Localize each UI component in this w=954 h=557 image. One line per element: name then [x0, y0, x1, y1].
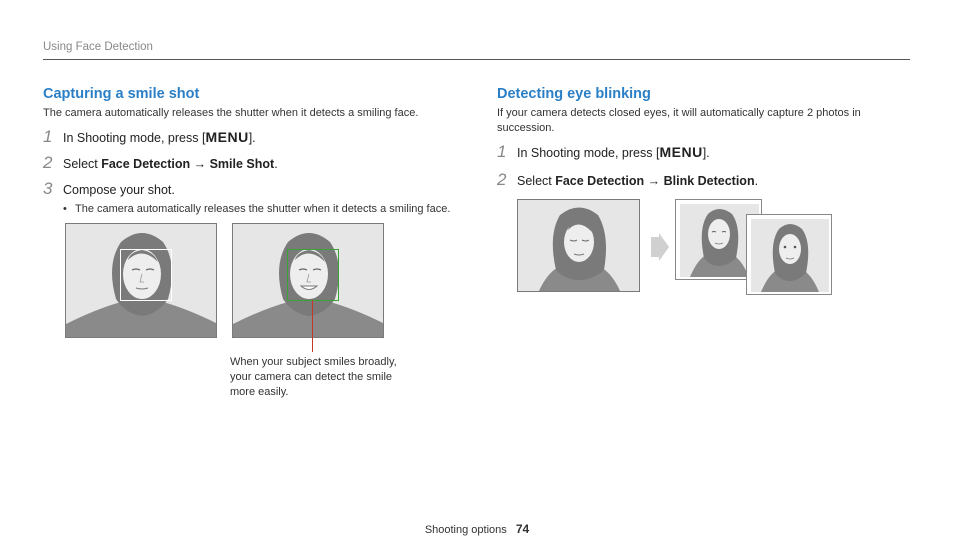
photo-closed-eyes — [517, 199, 640, 292]
step-text: In Shooting mode, press [MENU]. — [517, 144, 710, 160]
step-text: Select Face Detection → Blink Detection. — [517, 174, 759, 188]
step-2 — [43, 153, 463, 173]
step-number: 1 — [497, 142, 507, 161]
step-1 — [497, 142, 912, 162]
step-number: 3 — [43, 179, 53, 198]
step-list — [43, 127, 463, 199]
portrait-illustration — [747, 215, 832, 295]
page-footer — [0, 522, 954, 536]
header-rule — [43, 59, 910, 60]
step-number: 2 — [497, 170, 507, 189]
step-number: 1 — [43, 127, 53, 146]
smile-shot-section — [43, 86, 463, 215]
blink-detection-section — [497, 86, 912, 190]
step-number: 2 — [43, 153, 53, 172]
step-list — [497, 142, 912, 190]
section-title: Capturing a smile shot — [43, 86, 200, 102]
footer-section: Shooting options — [424, 524, 507, 536]
step-text: Select Face Detection → Smile Shot. — [63, 157, 278, 171]
callout-leader-line — [312, 300, 313, 352]
menu-key-icon: MENU — [205, 129, 249, 145]
step-1 — [43, 127, 463, 147]
photo-caption: When your subject smiles broadly, your camera can detect the smile more easily. — [230, 356, 397, 398]
bullet-dot-icon: • — [63, 203, 67, 215]
running-head: Using Face Detection — [43, 41, 153, 53]
photo-capture-2 — [746, 214, 832, 295]
page-number: 74 — [515, 522, 530, 536]
face-detection-frame — [120, 249, 172, 301]
menu-key-icon: MENU — [659, 144, 703, 160]
bullet-note: • The camera automatically releases the shutter when it detects a smiling face. — [63, 203, 451, 215]
step-text: Compose your shot. — [63, 183, 175, 197]
step-3 — [43, 179, 463, 199]
photo-neutral-face — [65, 223, 217, 338]
smile-detection-frame — [287, 249, 339, 301]
step-2 — [497, 170, 912, 190]
section-intro: If your camera detects closed eyes, it will automatically capture 2 photos in succession. — [497, 107, 861, 134]
photo-smiling-face — [232, 223, 384, 338]
arrow-right-icon — [651, 233, 669, 261]
section-title: Detecting eye blinking — [497, 86, 651, 102]
section-intro: The camera automatically releases the shutter when it detects a smiling face. — [43, 107, 419, 119]
portrait-illustration — [518, 200, 640, 292]
step-text: In Shooting mode, press [MENU]. — [63, 129, 256, 145]
